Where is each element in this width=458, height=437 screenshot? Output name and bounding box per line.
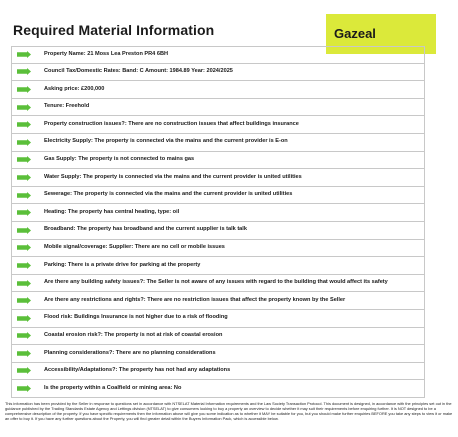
info-row-text: Electricity Supply: The property is connected via the mains and the current provider is E-on (44, 138, 288, 145)
info-row-text: Heating: The property has central heating, type: oil (44, 208, 180, 215)
green-arrow-icon (17, 121, 31, 128)
info-row (11, 116, 425, 134)
info-row (11, 46, 425, 64)
info-row (11, 257, 425, 275)
green-arrow-icon (17, 262, 31, 269)
green-arrow-icon (17, 315, 31, 322)
info-row-text: Parking: There is a private drive for parking at the property (44, 261, 201, 268)
info-row (11, 99, 425, 117)
green-arrow-icon (17, 51, 31, 58)
info-row (11, 240, 425, 258)
green-arrow-icon (17, 367, 31, 374)
logo-text: Gazeal (334, 26, 376, 41)
info-row (11, 363, 425, 381)
green-arrow-icon (17, 104, 31, 111)
green-arrow-icon (17, 86, 31, 93)
info-row (11, 134, 425, 152)
green-arrow-icon (17, 192, 31, 199)
page-title: Required Material Information (13, 22, 215, 38)
green-arrow-icon (17, 139, 31, 146)
info-row (11, 169, 425, 187)
green-arrow-icon (17, 227, 31, 234)
info-row-text: Gas Supply: The property is not connected to mains gas (44, 156, 195, 163)
info-row (11, 64, 425, 82)
info-row-text: Tenure: Freehold (44, 103, 90, 110)
green-arrow-icon (17, 385, 31, 392)
info-row-text: Property construction issues?: There are no construction issues that affect buildings insurance (44, 120, 299, 127)
info-row-text: Are there any building safety issues?: The Seller is not aware of any issues with regard to the building that would affect its safety (44, 279, 388, 286)
info-row-text: Water Supply: The property is connected via the mains and the current provider is united utilities (44, 173, 302, 180)
info-row (11, 328, 425, 346)
info-row (11, 310, 425, 328)
info-row-text: Mobile signal/coverage: Supplier: There are no cell or mobile issues (44, 244, 225, 251)
info-row (11, 275, 425, 293)
green-arrow-icon (17, 244, 31, 251)
info-row-text: Accessibility/Adaptations?: The property has not had any adaptations (44, 367, 231, 374)
info-row (11, 345, 425, 363)
green-arrow-icon (17, 174, 31, 181)
green-arrow-icon (17, 350, 31, 357)
info-row (11, 187, 425, 205)
green-arrow-icon (17, 280, 31, 287)
info-row (11, 204, 425, 222)
green-arrow-icon (17, 297, 31, 304)
info-row (11, 152, 425, 170)
green-arrow-icon (17, 209, 31, 216)
info-row-text: Is the property within a Coalfield or mining area: No (44, 384, 182, 391)
material-info-list (11, 46, 425, 398)
info-row (11, 81, 425, 99)
info-row-text: Asking price: £200,000 (44, 85, 105, 92)
green-arrow-icon (17, 68, 31, 75)
info-row-text: Council Tax/Domestic Rates: Band: C Amount: 1984.89 Year: 2024/2025 (44, 68, 233, 75)
info-row-text: Are there any restrictions and rights?: There are no restriction issues that affect the property known by the Seller (44, 296, 346, 303)
info-row-text: Planning considerations?: There are no planning considerations (44, 349, 216, 356)
info-row-text: Flood risk: Buildings Insurance is not higher due to a risk of flooding (44, 314, 228, 321)
info-row-text: Broadband: The property has broadband and the current supplier is talk talk (44, 226, 247, 233)
info-row (11, 222, 425, 240)
info-row (11, 380, 425, 398)
green-arrow-icon (17, 332, 31, 339)
disclaimer-text: This information has been provided by the Seller in response to questions set in accordance with NTSELAT Material Information requirements and the Law Society Transaction Protocol. This document is designed, in accordance with the principles set out in the guidance published by the Trading Standards Estate Agency and Lettings division (NTSELAT) to give consumers looking to buy a property an overview to decide whether it may suit their requirements before enquiring further. It is NOT designed to be a comprehensive description of the property. If you have specific requirements then the information above will give you some indication as to whether it MAY be suitable for you, but you should make further enquiries BEFORE you take any steps to view it or make an offer to buy it. If you have any further questions about the Property, you will find greater detail within the Buyers Information Pack, which is accessible below. (5, 401, 453, 422)
info-row-text: Sewerage: The property is connected via the mains and the current provider is united utilities (44, 191, 293, 198)
info-row (11, 292, 425, 310)
green-arrow-icon (17, 156, 31, 163)
info-row-text: Coastal erosion risk?: The property is not at risk of coastal erosion (44, 332, 223, 338)
info-row-text: Property Name: 21 Moss Lea Preston PR4 6BH (44, 51, 169, 57)
